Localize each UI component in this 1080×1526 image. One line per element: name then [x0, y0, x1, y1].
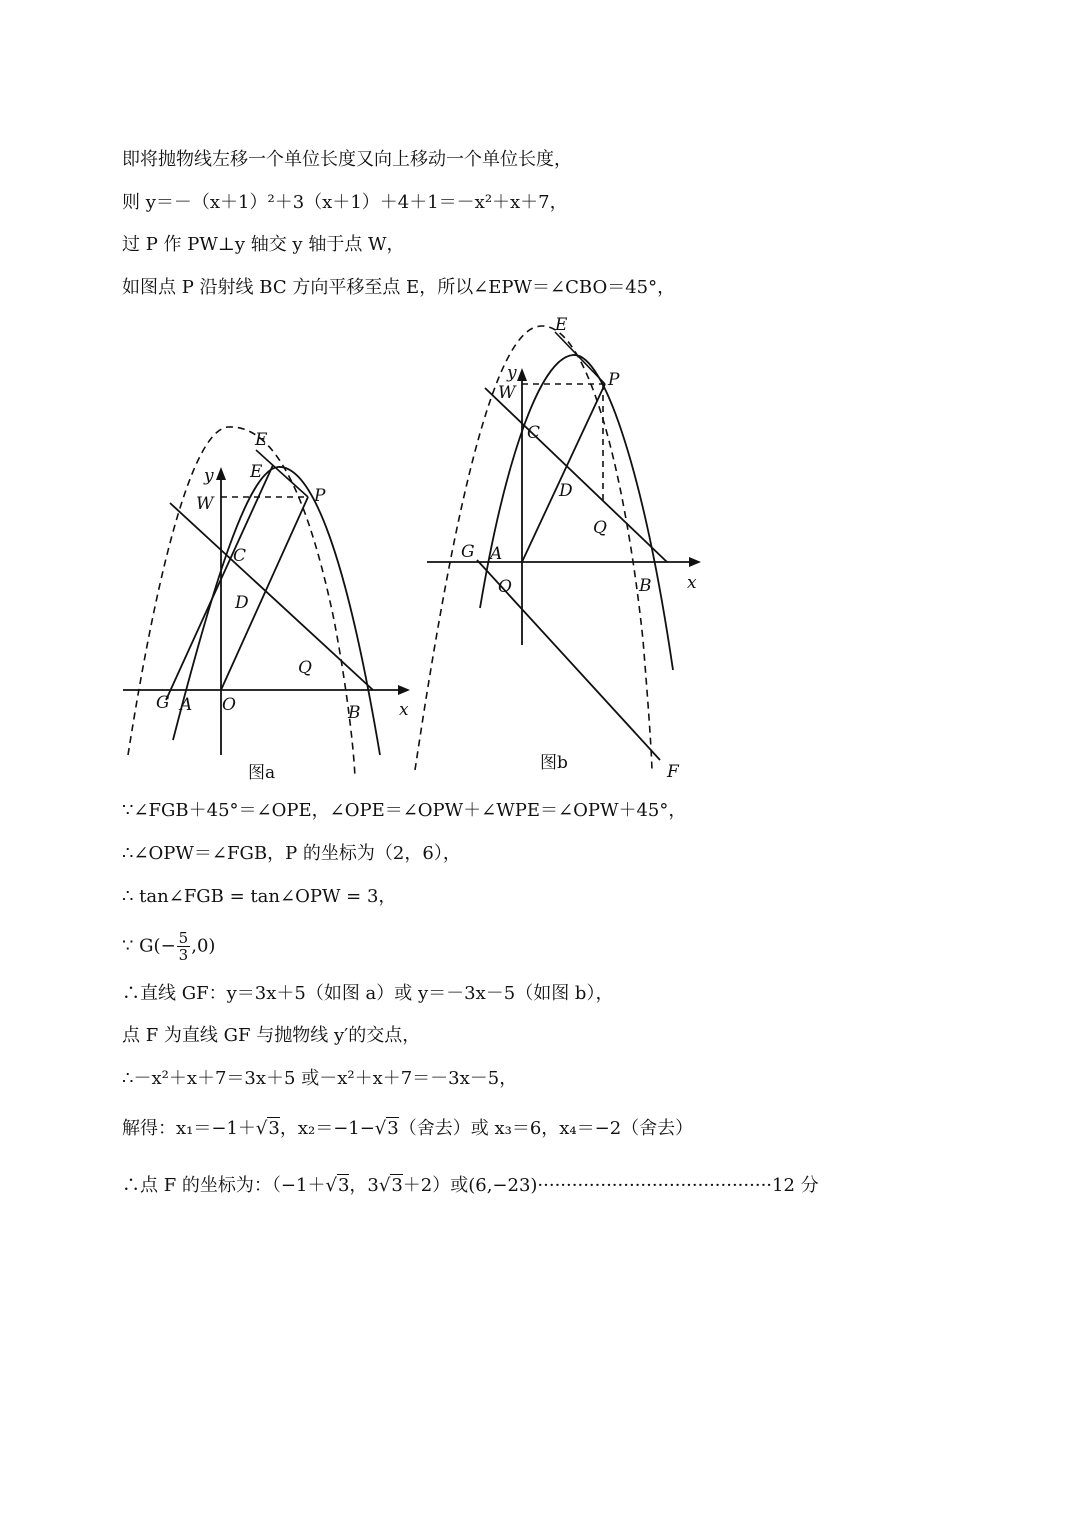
text-line-11: ∴－x²＋x＋7＝3x＋5 或－x²＋x＋7＝－3x－5，: [122, 1068, 518, 1089]
label-o: O: [498, 577, 512, 597]
text-line-12: [122, 1117, 693, 1141]
dashed-parabola: [415, 326, 652, 770]
fraction-denominator: 3: [178, 946, 189, 964]
solve-part-a: 解得：x₁＝−1＋√: [122, 1118, 268, 1139]
caption-b: 图b: [540, 753, 568, 773]
line-wc-b: [485, 388, 667, 562]
label-e: E: [555, 315, 568, 335]
sqrt-radicand-4: 3: [391, 1175, 403, 1196]
fraction-numerator: 5: [178, 929, 189, 947]
y-axis-arrow: [517, 368, 527, 381]
label-d: D: [235, 593, 249, 613]
label-e1: E: [255, 430, 268, 450]
label-w: W: [498, 383, 516, 403]
label-q: Q: [593, 518, 607, 538]
label-o: O: [222, 695, 236, 715]
text-line-9: ∴直线 GF：y＝3x＋5（如图 a）或 y＝－3x－5（如图 b），: [122, 983, 614, 1004]
label-g: G: [156, 693, 170, 713]
g-suffix: ,0): [191, 935, 216, 957]
line-cb: [170, 503, 373, 690]
caption-a: 图a: [248, 763, 276, 783]
label-g: G: [461, 542, 475, 562]
answer-part-a: ∴点 F 的坐标为：（−1＋√: [122, 1175, 337, 1196]
solve-part-c: （舍去）或 x₃＝6，x₄＝−2（舍去）: [398, 1118, 694, 1139]
label-b: B: [348, 703, 361, 723]
label-f: F: [667, 762, 679, 782]
solve-part-b: ，x₂＝−1−√: [279, 1118, 387, 1139]
label-q: Q: [298, 658, 312, 678]
sqrt-radicand-2: 3: [387, 1118, 399, 1139]
text-line-8: [122, 930, 215, 963]
answer-part-b: ，3√: [349, 1175, 391, 1196]
text-line-13: [122, 1174, 819, 1198]
text-line-2: 则 y＝－（x＋1）²＋3（x＋1）＋4＋1＝－x²＋x＋7，: [122, 192, 568, 213]
y-axis-arrow: [216, 467, 226, 480]
figure-a: [118, 415, 418, 785]
text-line-5: ∵∠FGB＋45°＝∠OPE，∠OPE＝∠OPW＋∠WPE＝∠OPW＋45°，: [122, 800, 687, 821]
label-d: D: [559, 481, 573, 501]
answer-part-c: ＋2）或(6,−23)·········································12 分: [402, 1175, 819, 1196]
label-y: y: [507, 363, 517, 383]
label-a: A: [180, 695, 193, 715]
text-line-7: ∴ tan∠FGB = tan∠OPW = 3，: [122, 886, 397, 907]
text-line-3: 过 P 作 PW⊥y 轴交 y 轴于点 W，: [122, 234, 405, 255]
label-p: P: [314, 486, 326, 506]
text-line-10: 点 F 为直线 GF 与抛物线 y′的交点，: [122, 1025, 421, 1046]
fraction-five-thirds: [177, 930, 191, 963]
x-axis-arrow: [689, 557, 701, 567]
label-c: C: [527, 423, 541, 443]
text-line-1: 即将抛物线左移一个单位长度又向上移动一个单位长度，: [122, 149, 572, 170]
label-y: y: [204, 466, 214, 486]
label-b: B: [639, 576, 652, 596]
text-line-6: ∴∠OPW＝∠FGB，P 的坐标为（2，6），: [122, 843, 461, 864]
label-c: C: [233, 546, 247, 566]
label-p: P: [608, 370, 620, 390]
sqrt-radicand-3: 3: [337, 1175, 350, 1196]
label-e2: E: [250, 462, 263, 482]
sqrt-radicand-1: 3: [268, 1118, 280, 1139]
figure-b: [405, 310, 715, 785]
label-w: W: [196, 494, 214, 514]
label-x: x: [399, 700, 409, 720]
label-a: A: [490, 544, 503, 564]
g-prefix: ∵ G(−: [122, 935, 176, 957]
label-x: x: [687, 573, 697, 593]
line-ep: [256, 450, 308, 497]
text-line-4: 如图点 P 沿射线 BC 方向平移至点 E，所以∠EPW＝∠CBO＝45°，: [122, 277, 676, 298]
line-ep: [555, 332, 605, 384]
